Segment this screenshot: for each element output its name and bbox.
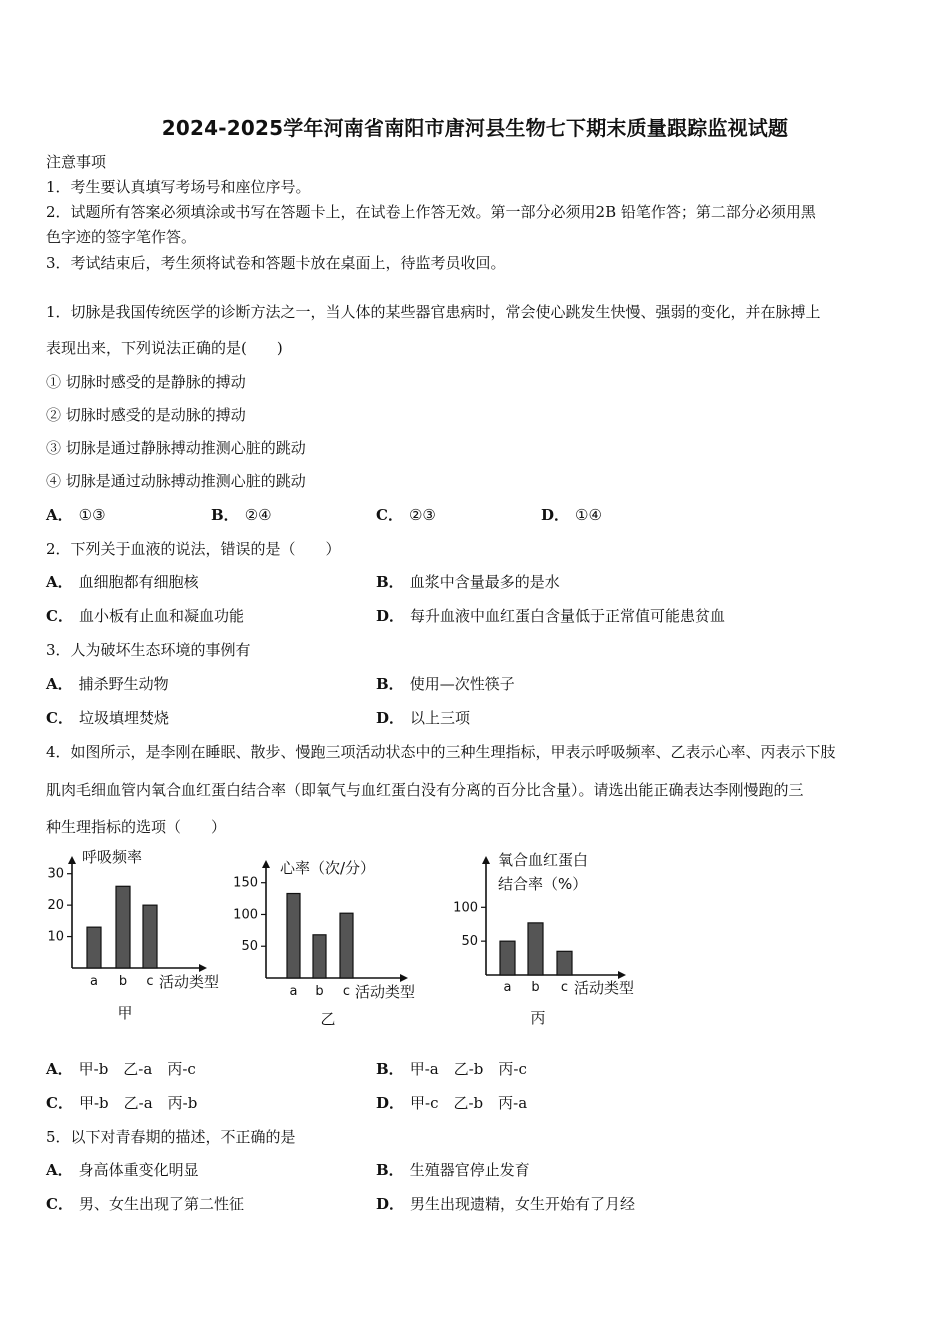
q4-option-d[interactable]: D． 甲-c 乙-b 丙-a <box>376 1094 528 1112</box>
y-axis-label: 心率（次/分） <box>280 859 376 877</box>
q1-option-c[interactable]: C． ②③ <box>376 506 436 524</box>
q1-stem: 1．切脉是我国传统医学的诊断方法之一，当人体的某些器官患病时，常会使心跳发生快慢、强弱的变化，并在脉搏上 <box>46 303 821 321</box>
y-tick-label: 50 <box>461 934 478 950</box>
q2-option-d[interactable]: D． 每升血液中血红蛋白含量低于正常值可能患贫血 <box>376 607 726 625</box>
y-axis-label: 氧合血红蛋白 <box>498 851 589 869</box>
category-label: b <box>118 974 128 989</box>
y-axis-arrow-icon <box>482 856 490 864</box>
bar <box>143 905 157 968</box>
notice-item: 2．试题所有答案必须填涂或书写在答题卡上，在试卷上作答无效。第一部分必须用2B 铅笔作答；第二部分必须用黑 <box>46 203 816 221</box>
q5-stem: 5．以下对青春期的描述，不正确的是 <box>46 1128 296 1146</box>
category-label: c <box>342 984 351 999</box>
category-label: b <box>315 984 324 999</box>
y-tick-label: 100 <box>233 907 258 923</box>
y-tick-label: 100 <box>453 900 478 916</box>
q5-option-d[interactable]: D． 男生出现遗精，女生开始有了月经 <box>376 1195 636 1213</box>
chart-jia <box>40 848 240 1028</box>
q1-statement: ② 切脉时感受的是动脉的搏动 <box>46 406 246 424</box>
x-axis-arrow-icon <box>618 971 626 979</box>
q2-option-b[interactable]: B． 血浆中含量最多的是水 <box>376 573 560 591</box>
bar <box>340 913 353 978</box>
q3-option-d[interactable]: D． 以上三项 <box>376 709 471 727</box>
y-tick-label: 150 <box>233 875 258 891</box>
q5-option-b[interactable]: B． 生殖器官停止发育 <box>376 1161 530 1179</box>
y-tick-label: 20 <box>47 898 64 914</box>
q4-option-a[interactable]: A． 甲-b 乙-a 丙-c <box>46 1060 196 1078</box>
y-tick-label: 50 <box>241 939 258 955</box>
notice-item: 色字迹的签字笔作答。 <box>46 228 197 246</box>
bar <box>116 886 130 968</box>
q4-stem: 肌肉毛细血管内氧合血红蛋白结合率（即氧气与血红蛋白没有分离的百分比含量）。请选出能正确表达李刚慢跑的三 <box>46 781 804 799</box>
y-axis-arrow-icon <box>262 860 270 868</box>
y-tick-label: 10 <box>47 929 64 945</box>
chart-yi <box>228 852 438 1032</box>
q1-option-d[interactable]: D． ①④ <box>541 506 602 524</box>
q1-statement: ① 切脉时感受的是静脉的搏动 <box>46 373 246 391</box>
q1-option-a[interactable]: A． ①③ <box>46 506 106 524</box>
category-label: a <box>289 984 298 999</box>
q4-stem: 种生理指标的选项（ ） <box>46 818 227 836</box>
y-axis-label: 结合率（%） <box>498 875 588 893</box>
chart-title: 丙 <box>530 1009 546 1027</box>
notice-heading: 注意事项 <box>46 153 107 171</box>
category-label: a <box>90 974 98 989</box>
category-label: c <box>146 974 154 989</box>
bar <box>287 894 300 978</box>
q3-stem: 3．人为破坏生态环境的事例有 <box>46 641 251 659</box>
q5-option-a[interactable]: A． 身高体重变化明显 <box>46 1161 199 1179</box>
q5-option-c[interactable]: C． 男、女生出现了第二性征 <box>46 1195 244 1213</box>
q1-stem: 表现出来，下列说法正确的是( ) <box>46 339 283 357</box>
q3-option-b[interactable]: B． 使用—次性筷子 <box>376 675 515 693</box>
q4-option-c[interactable]: C． 甲-b 乙-a 丙-b <box>46 1094 198 1112</box>
q1-statement: ④ 切脉是通过动脉搏动推测心脏的跳动 <box>46 472 306 490</box>
q3-option-c[interactable]: C． 垃圾填埋焚烧 <box>46 709 169 727</box>
page-title: 2024-2025学年河南省南阳市唐河县生物七下期末质量跟踪监视试题 <box>161 116 789 140</box>
x-axis-arrow-icon <box>199 964 207 972</box>
q2-option-c[interactable]: C． 血小板有止血和凝血功能 <box>46 607 244 625</box>
notice-item: 3．考试结束后，考生须将试卷和答题卡放在桌面上，待监考员收回。 <box>46 254 506 272</box>
x-axis-label: 活动类型 <box>159 973 220 991</box>
q2-stem: 2．下列关于血液的说法，错误的是（ ） <box>46 540 341 558</box>
q3-option-a[interactable]: A． 捕杀野生动物 <box>46 675 169 693</box>
notice-item: 1．考生要认真填写考场号和座位序号。 <box>46 178 311 196</box>
q1-option-b[interactable]: B． ②④ <box>211 506 272 524</box>
category-label: c <box>560 980 569 995</box>
q4-option-b[interactable]: B． 甲-a 乙-b 丙-c <box>376 1060 527 1078</box>
bar <box>87 927 101 968</box>
x-axis-arrow-icon <box>400 974 408 982</box>
bar <box>557 951 572 975</box>
bar <box>528 923 543 975</box>
category-label: b <box>531 980 540 995</box>
y-tick-label: 30 <box>47 866 64 882</box>
q2-option-a[interactable]: A． 血细胞都有细胞核 <box>46 573 199 591</box>
q1-statement: ③ 切脉是通过静脉搏动推测心脏的跳动 <box>46 439 306 457</box>
y-axis-arrow-icon <box>68 856 76 864</box>
y-axis-label: 呼吸频率 <box>82 848 143 866</box>
chart-title: 乙 <box>320 1010 336 1028</box>
q4-stem: 4．如图所示，是李刚在睡眠、散步、慢跑三项活动状态中的三种生理指标，甲表示呼吸频率、乙表示心率、丙表示下肢 <box>46 743 836 761</box>
chart-title: 甲 <box>117 1004 133 1022</box>
x-axis-label: 活动类型 <box>355 983 416 1001</box>
bar <box>500 941 515 975</box>
bar <box>313 935 326 978</box>
x-axis-label: 活动类型 <box>574 979 635 997</box>
chart-bing <box>446 848 656 1032</box>
category-label: a <box>503 980 512 995</box>
